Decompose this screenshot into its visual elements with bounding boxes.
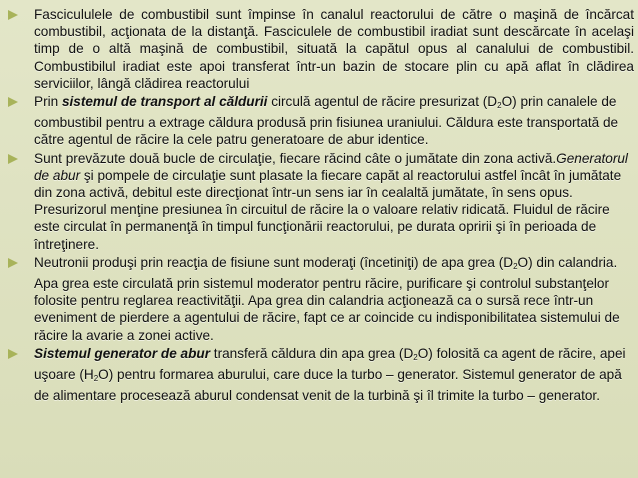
emphasis-term: Sistemul generator de abur bbox=[34, 345, 211, 361]
paragraph-text: O) prin canalele de combustibil pentru a extrage căldura produsă prin fisiunea uraniului. Căldura este transportată de către agentul de răcire la cele patru generatoare de abur identice. bbox=[34, 94, 619, 148]
bullet-item-4 bbox=[4, 254, 634, 344]
arrow-bullet-icon bbox=[8, 10, 18, 20]
paragraph-text: Prin bbox=[34, 94, 62, 110]
paragraph-text: O) pentru formarea aburului, care duce la turbo – generator. Sistemul generator de apă de alimentare procesează aburul condensat venit de la turbină şi îl trimite la turbo – generator. bbox=[34, 367, 622, 404]
arrow-bullet-icon bbox=[8, 258, 18, 268]
paragraph-text: Sunt prevăzute două bucle de circulaţie, fiecare răcind câte o jumătate din zona activă. bbox=[34, 150, 557, 166]
subscript: 2 bbox=[413, 352, 418, 362]
paragraph-text: O) din calandria. Apa grea este circulată prin sistemul moderator pentru răcire, purificare şi controlul substanţelor folosite pentru reglarea reactivităţii. Apa grea din calandria acţionează ca o sursă rece într-un eveniment de pierdere a agentului de răcire, fapt ce ar coincide cu indisponibilitatea sistemului de răcire la avarie a zonei active. bbox=[34, 254, 620, 343]
bullet-item-5 bbox=[4, 345, 634, 405]
subscript: 2 bbox=[93, 374, 99, 384]
subscript: 2 bbox=[497, 101, 502, 111]
arrow-bullet-icon bbox=[8, 97, 18, 107]
arrow-bullet-icon bbox=[8, 349, 18, 359]
paragraph-text: O) folosită ca agent de răcire, apei uşoare (H bbox=[34, 345, 626, 383]
emphasis-term: sistemul de transport al căldurii bbox=[61, 94, 268, 110]
bullet-item-1 bbox=[4, 6, 634, 92]
bullet-item-2 bbox=[4, 93, 634, 149]
emphasis-term: Generatorul de abur bbox=[34, 150, 628, 183]
subscript: 2 bbox=[513, 261, 518, 271]
paragraph-text: Fascicululele de combustibil sunt împinse în canalul reactorului de către o maşină de încărcat combustibil, acţionata de la distanţă. Fasciculele de combustibil iradiat sunt descărcate în acelaşi timp de o altă maşină de combustibil, situată la capătul opus al canalului de combustibil. Combustibilul iradiat este apoi transferat într-un bazin de stocare plin cu apă aflat în clădirea serviciilor, lângă clădirea reactorului bbox=[34, 7, 634, 91]
paragraph-text: Neutronii produşi prin reacţia de fisiune sunt moderaţi (încetiniţi) de apa grea (D bbox=[34, 254, 514, 270]
paragraph-text: transferă căldura din apa grea (D bbox=[210, 345, 414, 361]
arrow-bullet-icon bbox=[8, 154, 18, 164]
paragraph-text: şi pompele de circulaţie sunt plasate la fiecare capăt al reactorului astfel încât în jumătate din zona activă, debitul este direcţionat într-un sens iar în cealaltă jumătate, în sens opus. Presurizorul menţine presiunea în circuitul de răcire la o valoare relativ ridicată. Fluidul de răcire este circulat în permanenţă în timpul funcţionării reactorului, pe durata opririi şi în perioada de întreţinere. bbox=[34, 167, 622, 252]
bullet-item-3 bbox=[4, 150, 634, 253]
bullet-list bbox=[4, 6, 634, 405]
paragraph-text: circulă agentul de răcire presurizat (D bbox=[267, 94, 498, 110]
